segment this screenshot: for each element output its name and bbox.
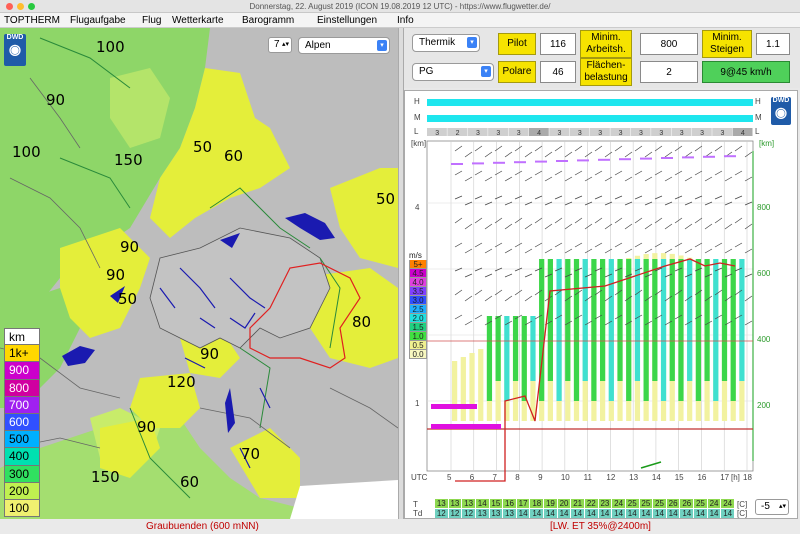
mid-cloud-bar — [427, 115, 753, 122]
dew-cell: 14 — [532, 509, 542, 518]
left-axis-tick: 1 — [415, 399, 420, 408]
flaechenbelastung-label: Flächen-belastung — [580, 58, 632, 86]
climb-column — [661, 259, 666, 401]
diagram-canvas — [405, 91, 797, 518]
climb-column — [670, 259, 675, 381]
map-area-white-southeast — [290, 480, 398, 519]
temp-cell: 22 — [586, 499, 596, 508]
menu-item-flugaufgabe[interactable]: Flugaufgabe — [70, 15, 126, 26]
low-cloud-value: 3 — [659, 130, 664, 137]
glider-select[interactable] — [412, 63, 494, 81]
dew-cell: 14 — [518, 509, 528, 518]
window-title: Donnerstag, 22. August 2019 (ICON 19.08.2019 12 UTC) - https://www.flugwetter.de/ — [249, 2, 551, 11]
dwd-logo — [4, 34, 26, 66]
status-info: [LW. ET 35%@2400m] — [550, 521, 651, 532]
climb-column — [722, 259, 727, 381]
map-label: 90 — [120, 238, 140, 256]
climb-scale-item: 1.0 — [409, 332, 427, 341]
cloud-row-label-high: H — [755, 97, 761, 106]
hour-tick-label: 6 — [469, 473, 475, 482]
temp-cell: 26 — [668, 499, 678, 508]
climb-scale — [409, 251, 427, 359]
map-label: 60 — [180, 473, 200, 491]
dwd-logo-text: DWD — [772, 97, 790, 104]
temp-cell: 14 — [477, 499, 487, 508]
dew-cell: 12 — [436, 509, 446, 518]
temp-row-label: T — [413, 500, 418, 509]
menu-item-einstellungen[interactable]: Einstellungen — [317, 15, 378, 26]
utc-label: UTC — [411, 473, 428, 482]
temp-cell: 25 — [695, 499, 705, 508]
dew-cell: 14 — [709, 509, 719, 518]
map-label: 150 — [91, 468, 120, 486]
control-panel — [404, 28, 800, 88]
right-axis-tick: 200 — [757, 401, 771, 410]
temp-cell: 20 — [559, 499, 569, 508]
map-label: 60 — [224, 147, 244, 165]
map-label: 100 — [12, 143, 41, 161]
temp-cell: 16 — [505, 499, 514, 508]
map-label: 90 — [200, 345, 220, 363]
legend-item: 200 — [4, 483, 40, 500]
warning-bar — [431, 424, 501, 429]
low-cloud-value: 3 — [679, 130, 684, 137]
map-label: 100 — [96, 38, 125, 56]
climb-scale-item: 4.5 — [409, 269, 427, 278]
region-selected-value: Alpen — [305, 40, 331, 51]
chevron-down-icon: ▾ — [377, 40, 387, 51]
map-label: 50 — [118, 290, 138, 308]
dew-cell: 13 — [505, 509, 514, 518]
status-bar — [0, 519, 800, 534]
climb-column — [652, 259, 657, 381]
dwd-logo — [771, 97, 791, 125]
climb-column — [739, 259, 744, 381]
hours-unit: [h] — [731, 473, 740, 482]
right-axis-tick: 400 — [757, 335, 771, 344]
window-titlebar — [0, 0, 800, 13]
menu-bar — [0, 13, 800, 28]
low-cloud-value: 3 — [435, 130, 440, 137]
result-display: 9@45 km/h — [702, 61, 790, 83]
climb-column — [644, 259, 649, 401]
zoom-value: 7 — [274, 39, 280, 50]
climb-column — [696, 259, 701, 401]
thermal-column — [452, 361, 457, 421]
map-label: 90 — [106, 266, 126, 284]
map-label: 90 — [137, 418, 157, 436]
temp-cell: 24 — [614, 499, 624, 508]
temp-cell: 24 — [709, 499, 719, 508]
climb-column — [731, 259, 736, 401]
climb-column — [556, 259, 561, 401]
temp-cell: 21 — [573, 499, 583, 508]
low-cloud-value: 4 — [740, 130, 745, 137]
low-cloud-value: 3 — [577, 130, 582, 137]
climb-column — [530, 316, 535, 381]
climb-column — [609, 259, 614, 401]
right-axis-unit: [km] — [759, 139, 775, 148]
right-axis-tick: 600 — [757, 269, 771, 278]
hour-tick-label: 12 — [606, 473, 616, 482]
dew-cell: 14 — [559, 509, 569, 518]
climb-column — [504, 316, 509, 401]
thermal-column — [461, 357, 466, 421]
climb-scale-item: 4.0 — [409, 278, 427, 287]
low-cloud-value: 3 — [557, 130, 562, 137]
thermal-column — [469, 353, 474, 421]
dew-cell: 13 — [491, 509, 501, 518]
stepper-arrows-icon[interactable]: ▴▾ — [281, 41, 289, 48]
legend-item: 600 — [4, 414, 40, 431]
min-steigen-field[interactable]: 1.1 — [756, 33, 790, 55]
map-label: 70 — [241, 445, 261, 463]
chevron-down-icon: ▾ — [467, 37, 477, 48]
climb-scale-item: 3.5 — [409, 287, 427, 296]
climb-column — [704, 259, 709, 381]
climb-scale-item: 3.0 — [409, 296, 427, 305]
temp-cell: 15 — [491, 499, 501, 508]
min-steigen-label: Minim. Steigen — [702, 30, 752, 58]
menu-item-wetterkarte[interactable]: Wetterkarte — [172, 15, 224, 26]
map-label: 50 — [193, 138, 213, 156]
hour-tick-label: 7 — [492, 473, 497, 482]
dew-cell: 13 — [477, 509, 487, 518]
temp-cell: 13 — [464, 499, 474, 508]
hour-tick-label: 9 — [538, 473, 543, 482]
menu-item-flug[interactable]: Flug — [142, 15, 162, 26]
low-cloud-value: 3 — [618, 130, 623, 137]
min-arbeitshoehe-label: Minim. Arbeitsh. — [580, 30, 632, 58]
climb-scale-item: 1.5 — [409, 323, 427, 332]
climb-column — [626, 259, 631, 401]
climb-column — [522, 316, 527, 401]
legend-item: 500 — [4, 431, 40, 448]
climb-column — [583, 259, 588, 381]
flaechenbelastung-field[interactable]: 2 — [640, 61, 698, 83]
climb-column — [635, 259, 640, 381]
dew-cell: 14 — [641, 509, 651, 518]
climb-column — [548, 259, 553, 381]
map-label: 90 — [46, 91, 66, 109]
legend-item: km — [4, 328, 40, 345]
height-legend — [4, 328, 40, 517]
legend-item: 900 — [4, 362, 40, 379]
dwd-swirl-icon: ◉ — [8, 41, 22, 57]
low-cloud-value: 3 — [700, 130, 705, 137]
dew-cell: 14 — [627, 509, 637, 518]
dew-cell: 14 — [600, 509, 610, 518]
mode-select-value: Thermik — [419, 37, 456, 48]
dew-cell: 14 — [723, 509, 733, 518]
hour-tick-label: 5 — [447, 473, 452, 482]
left-axis-unit: [km] — [411, 139, 427, 148]
dew-cell: 14 — [655, 509, 664, 518]
minimize-window-icon[interactable] — [17, 3, 24, 10]
high-cloud-bar — [427, 99, 753, 106]
status-location: Graubuenden (600 mNN) — [146, 521, 259, 532]
left-axis-tick: 4 — [415, 203, 420, 212]
offset-value: -5 — [761, 501, 770, 512]
region-select[interactable] — [298, 37, 390, 54]
cloud-row-label-low: L — [755, 127, 760, 136]
climb-column — [617, 259, 622, 381]
thermal-map[interactable] — [0, 28, 398, 519]
thermal-diagram[interactable] — [404, 90, 798, 519]
polare-label: Polare — [498, 61, 536, 83]
climb-column — [600, 259, 605, 381]
climb-scale-item: 2.5 — [409, 305, 427, 314]
map-label: 150 — [114, 151, 143, 169]
temp-cell: 17 — [518, 499, 528, 508]
temp-cell: 23 — [600, 499, 610, 508]
right-axis-tick: 800 — [757, 203, 771, 212]
climb-column — [487, 316, 492, 401]
warning-bar — [431, 404, 477, 409]
dwd-logo-text: DWD — [6, 34, 24, 41]
mode-select[interactable] — [412, 34, 480, 52]
temp-cell: 19 — [545, 499, 555, 508]
menu-item-toptherm[interactable]: TOPTHERM — [4, 15, 60, 26]
temp-cell: 25 — [655, 499, 664, 508]
stepper-arrows-icon[interactable]: ▴▾ — [778, 503, 786, 510]
climb-column — [513, 316, 518, 381]
zoom-window-icon[interactable] — [28, 3, 35, 10]
pilot-weight-field[interactable]: 116 — [540, 33, 576, 55]
cloud-row-label-low: L — [414, 127, 419, 136]
temp-cell: 18 — [532, 499, 542, 508]
cloud-row-label-high: H — [414, 97, 420, 106]
temp-cell: 26 — [682, 499, 692, 508]
climb-scale-item: 2.0 — [409, 314, 427, 323]
chevron-down-icon: ▾ — [481, 66, 491, 77]
low-cloud-value: 3 — [638, 130, 643, 137]
dew-cell: 14 — [668, 509, 678, 518]
min-arbeitshoehe-field[interactable]: 800 — [640, 33, 698, 55]
temp-cell: 25 — [627, 499, 637, 508]
menu-item-barogramm[interactable]: Barogramm — [242, 15, 295, 26]
dew-cell: 14 — [614, 509, 624, 518]
temp-cell: 13 — [436, 499, 446, 508]
hour-tick-label: 14 — [651, 473, 661, 482]
dwd-swirl-icon: ◉ — [774, 104, 788, 120]
climb-scale-item: 5+ — [409, 260, 427, 269]
climb-column — [565, 259, 570, 381]
close-window-icon[interactable] — [6, 3, 13, 10]
hour-tick-label: 17 — [720, 473, 730, 482]
dew-row-label: Td — [413, 509, 423, 518]
temp-cell: 24 — [723, 499, 733, 508]
hour-tick-label: 13 — [629, 473, 639, 482]
low-cloud-value: 3 — [516, 130, 521, 137]
pilot-label: Pilot — [498, 33, 536, 55]
hour-tick-label: 15 — [674, 473, 684, 482]
zoom-stepper[interactable] — [268, 37, 292, 53]
dew-cell: 12 — [450, 509, 460, 518]
climb-column — [591, 259, 596, 401]
dew-cell: 14 — [573, 509, 583, 518]
low-cloud-value: 2 — [455, 130, 460, 137]
climb-column — [713, 259, 718, 401]
legend-item: 300 — [4, 466, 40, 483]
climb-scale-unit: m/s — [409, 251, 422, 260]
legend-item: 400 — [4, 448, 40, 465]
climb-scale-item: 0.5 — [409, 341, 427, 350]
dew-unit: [C] — [737, 509, 748, 518]
offset-stepper[interactable] — [755, 499, 789, 515]
legend-item: 1k+ — [4, 345, 40, 362]
thermal-column — [478, 349, 483, 421]
map-label: 80 — [352, 313, 372, 331]
low-cloud-value: 3 — [496, 130, 501, 137]
low-cloud-value: 3 — [598, 130, 603, 137]
polare-field[interactable]: 46 — [540, 61, 576, 83]
map-label: 50 — [376, 190, 396, 208]
climb-scale-item: 0.0 — [409, 350, 427, 359]
temp-cell: 13 — [450, 499, 460, 508]
low-cloud-value: 3 — [475, 130, 480, 137]
dew-cell: 14 — [695, 509, 705, 518]
temp-cell: 25 — [641, 499, 651, 508]
climb-column — [687, 259, 692, 381]
hour-tick-label: 16 — [697, 473, 707, 482]
low-cloud-value: 3 — [720, 130, 725, 137]
hour-tick-label: 8 — [515, 473, 520, 482]
dew-cell: 14 — [586, 509, 596, 518]
climb-column — [496, 316, 501, 381]
hour-tick-label: 18 — [743, 473, 752, 482]
dew-cell: 12 — [464, 509, 474, 518]
low-cloud-value: 4 — [537, 130, 542, 137]
climb-column — [574, 259, 579, 401]
legend-item: 800 — [4, 380, 40, 397]
glider-select-value: PG — [419, 66, 434, 77]
climb-column — [678, 259, 683, 401]
legend-item: 700 — [4, 397, 40, 414]
hour-tick-label: 11 — [583, 473, 592, 482]
temp-unit: [C] — [737, 500, 748, 509]
cloud-row-label-mid: M — [414, 113, 421, 122]
cloud-row-label-mid: M — [755, 113, 762, 122]
legend-item: 100 — [4, 500, 40, 517]
dew-cell: 14 — [545, 509, 555, 518]
dew-cell: 14 — [682, 509, 692, 518]
hour-tick-label: 10 — [560, 473, 570, 482]
plot-frame — [427, 141, 753, 471]
menu-item-info[interactable]: Info — [397, 15, 414, 26]
map-label: 120 — [167, 373, 196, 391]
